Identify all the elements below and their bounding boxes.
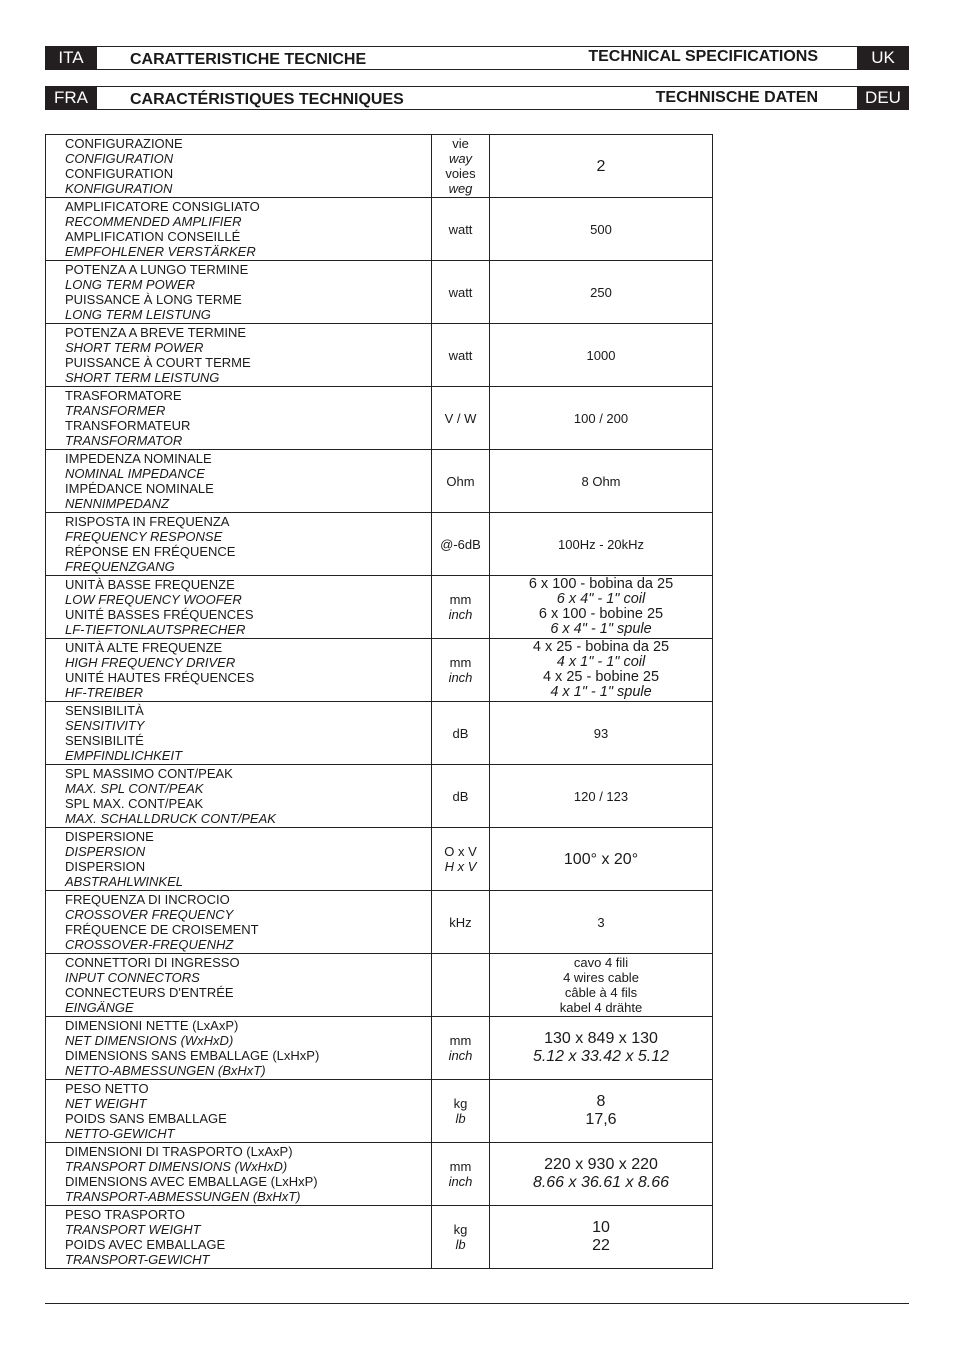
spec-label-it: DIMENSIONI DI TRASPORTO (LxAxP) xyxy=(65,1144,293,1159)
spec-unit: Ohm xyxy=(446,473,475,489)
spec-value-cell xyxy=(490,1080,713,1143)
spec-unit-cell xyxy=(432,513,490,576)
spec-unit-cell xyxy=(432,1143,490,1206)
spec-value: 130 x 849 x 130 xyxy=(544,1030,658,1047)
spec-value: 93 xyxy=(593,725,609,741)
spec-value: 100Hz - 20kHz xyxy=(558,536,644,552)
spec-unit: watt xyxy=(448,284,473,300)
title-german: TECHNISCHE DATEN xyxy=(655,89,818,106)
spec-value: 4 wires cable xyxy=(563,970,639,985)
spec-label-fr: IMPÉDANCE NOMINALE xyxy=(65,481,214,496)
spec-unit-cell xyxy=(432,828,490,891)
spec-label-fr: AMPLIFICATION CONSEILLÉ xyxy=(65,229,241,244)
spec-value: 250 xyxy=(590,284,612,300)
language-tag-ita: ITA xyxy=(45,46,97,70)
spec-unit-cell xyxy=(432,702,490,765)
spec-row xyxy=(46,576,713,639)
spec-label-de: SHORT TERM LEISTUNG xyxy=(65,370,220,385)
spec-value: 5.12 x 33.42 x 5.12 xyxy=(532,1048,670,1065)
spec-unit: @-6dB xyxy=(440,536,481,552)
spec-value-cell xyxy=(490,891,713,954)
spec-value-cell xyxy=(490,765,713,828)
spec-label-en: SHORT TERM POWER xyxy=(65,340,204,355)
spec-unit: O x V xyxy=(444,844,477,859)
spec-label-cell xyxy=(46,450,432,513)
spec-label-fr: SENSIBILITÉ xyxy=(65,733,144,748)
spec-label-cell xyxy=(46,1143,432,1206)
spec-label-cell xyxy=(46,1017,432,1080)
spec-value-cell xyxy=(490,954,713,1017)
spec-unit-cell xyxy=(432,135,490,198)
spec-label-cell xyxy=(46,828,432,891)
spec-label-en: NOMINAL IMPEDANCE xyxy=(65,466,205,481)
spec-unit: mm xyxy=(449,1159,472,1174)
spec-value-cell xyxy=(490,450,713,513)
spec-value-cell xyxy=(490,387,713,450)
spec-unit: weg xyxy=(448,181,473,196)
spec-label-cell xyxy=(46,261,432,324)
spec-value: 8 Ohm xyxy=(581,473,621,489)
spec-label-fr: DISPERSION xyxy=(65,859,146,874)
spec-label-it: TRASFORMATORE xyxy=(65,388,182,403)
footer-rule xyxy=(45,1303,909,1304)
spec-unit-cell xyxy=(432,954,490,1017)
spec-unit-cell xyxy=(432,765,490,828)
spec-value: câble à 4 fils xyxy=(564,985,638,1000)
spec-label-en: HIGH FREQUENCY DRIVER xyxy=(65,655,236,670)
spec-label-de: LONG TERM LEISTUNG xyxy=(65,307,211,322)
spec-label-en: MAX. SPL CONT/PEAK xyxy=(65,781,204,796)
spec-unit-cell xyxy=(432,324,490,387)
spec-unit: H x V xyxy=(444,859,477,874)
spec-unit: watt xyxy=(448,347,473,363)
spec-label-fr: CONNECTEURS D'ENTRÉE xyxy=(65,985,234,1000)
spec-row xyxy=(46,135,713,198)
spec-label-cell xyxy=(46,891,432,954)
spec-unit: lb xyxy=(455,1111,466,1126)
spec-value-cell xyxy=(490,1206,713,1269)
spec-value: 6 x 100 - bobine 25 xyxy=(538,606,664,622)
spec-value: 4 x 1" - 1" spule xyxy=(550,684,652,700)
title-italian: CARATTERISTICHE TECNICHE xyxy=(130,51,367,68)
spec-value-cell xyxy=(490,1017,713,1080)
spec-label-de: MAX. SCHALLDRUCK CONT/PEAK xyxy=(65,811,276,826)
spec-label-de: LF-TIEFTONLAUTSPRECHER xyxy=(65,622,246,637)
spec-label-it: POTENZA A LUNGO TERMINE xyxy=(65,262,249,277)
spec-label-fr: UNITÉ HAUTES FRÉQUENCES xyxy=(65,670,255,685)
spec-unit: dB xyxy=(452,725,469,741)
spec-value: 1000 xyxy=(586,347,616,363)
language-tag-fra: FRA xyxy=(45,86,97,110)
spec-label-fr: SPL MAX. CONT/PEAK xyxy=(65,796,204,811)
spec-value: 6 x 100 - bobina da 25 xyxy=(528,576,674,592)
spec-label-cell xyxy=(46,702,432,765)
spec-row xyxy=(46,828,713,891)
spec-label-cell xyxy=(46,1080,432,1143)
spec-label-cell xyxy=(46,135,432,198)
language-tag-uk: UK xyxy=(857,46,909,70)
spec-label-en: LONG TERM POWER xyxy=(65,277,196,292)
spec-label-de: ABSTRAHLWINKEL xyxy=(65,874,183,889)
spec-unit: inch xyxy=(448,1048,473,1063)
spec-label-fr: CONFIGURATION xyxy=(65,166,174,181)
spec-value-cell xyxy=(490,639,713,702)
spec-label-fr: DIMENSIONS SANS EMBALLAGE (LxHxP) xyxy=(65,1048,320,1063)
spec-label-cell xyxy=(46,198,432,261)
spec-label-en: FREQUENCY RESPONSE xyxy=(65,529,223,544)
spec-label-de: EINGÄNGE xyxy=(65,1000,134,1015)
spec-value: 3 xyxy=(597,914,605,930)
spec-label-en: TRANSPORT WEIGHT xyxy=(65,1222,201,1237)
spec-value: 100 / 200 xyxy=(573,410,629,426)
spec-row xyxy=(46,1017,713,1080)
spec-unit-cell xyxy=(432,261,490,324)
spec-label-it: PESO TRASPORTO xyxy=(65,1207,185,1222)
spec-label-it: IMPEDENZA NOMINALE xyxy=(65,451,212,466)
title-english: TECHNICAL SPECIFICATIONS xyxy=(588,48,818,65)
spec-label-fr: FRÉQUENCE DE CROISEMENT xyxy=(65,922,259,937)
spec-row xyxy=(46,324,713,387)
spec-label-de: TRANSPORT-ABMESSUNGEN (BxHxT) xyxy=(65,1189,301,1204)
spec-value: 100° x 20° xyxy=(563,850,639,868)
spec-value: 22 xyxy=(592,1237,610,1254)
spec-label-it: SENSIBILITÀ xyxy=(65,703,144,718)
spec-row xyxy=(46,450,713,513)
spec-row xyxy=(46,198,713,261)
spec-label-fr: POIDS SANS EMBALLAGE xyxy=(65,1111,227,1126)
spec-unit: vie xyxy=(452,136,469,151)
spec-value: kabel 4 drähte xyxy=(559,1000,643,1015)
spec-label-it: POTENZA A BREVE TERMINE xyxy=(65,325,247,340)
spec-unit-cell xyxy=(432,639,490,702)
spec-row xyxy=(46,387,713,450)
spec-unit: inch xyxy=(448,607,473,622)
spec-label-cell xyxy=(46,576,432,639)
spec-label-en: TRANSPORT DIMENSIONS (WxHxD) xyxy=(65,1159,288,1174)
spec-unit: lb xyxy=(455,1237,466,1252)
spec-label-de: EMPFINDLICHKEIT xyxy=(65,748,183,763)
spec-label-de: HF-TREIBER xyxy=(65,685,143,700)
spec-unit-cell xyxy=(432,1017,490,1080)
spec-value: 4 x 25 - bobina da 25 xyxy=(532,639,670,655)
spec-value: 8 xyxy=(596,1093,606,1110)
spec-label-en: SENSITIVITY xyxy=(65,718,145,733)
spec-value: 6 x 4" - 1" coil xyxy=(556,591,646,607)
spec-row xyxy=(46,639,713,702)
title-french: CARACTÉRISTIQUES TECHNIQUES xyxy=(130,91,404,108)
spec-label-cell xyxy=(46,1206,432,1269)
spec-label-de: FREQUENZGANG xyxy=(65,559,175,574)
spec-unit-cell xyxy=(432,891,490,954)
header-bar-fra-deu xyxy=(45,86,909,110)
spec-value: 4 x 25 - bobine 25 xyxy=(542,669,660,685)
spec-unit: kg xyxy=(453,1222,468,1237)
spec-value-cell xyxy=(490,513,713,576)
spec-label-it: CONNETTORI DI INGRESSO xyxy=(65,955,240,970)
spec-value-cell xyxy=(490,702,713,765)
spec-label-fr: POIDS AVEC EMBALLAGE xyxy=(65,1237,226,1252)
spec-unit: watt xyxy=(448,221,473,237)
spec-label-en: DISPERSION xyxy=(65,844,146,859)
spec-label-en: LOW FREQUENCY WOOFER xyxy=(65,592,242,607)
language-tag-deu: DEU xyxy=(857,86,909,110)
spec-unit-cell xyxy=(432,576,490,639)
spec-unit-cell xyxy=(432,198,490,261)
spec-label-de: NENNIMPEDANZ xyxy=(65,496,170,511)
spec-unit-cell xyxy=(432,1080,490,1143)
spec-label-de: CROSSOVER-FREQUENHZ xyxy=(65,937,234,952)
spec-label-it: AMPLIFICATORE CONSIGLIATO xyxy=(65,199,260,214)
spec-value: 17,6 xyxy=(585,1111,617,1128)
spec-label-it: PESO NETTO xyxy=(65,1081,149,1096)
spec-unit-cell xyxy=(432,387,490,450)
header-bar-ita-uk xyxy=(45,46,909,70)
spec-unit: kHz xyxy=(449,914,472,930)
spec-label-it: SPL MASSIMO CONT/PEAK xyxy=(65,766,233,781)
spec-value-cell xyxy=(490,828,713,891)
spec-label-it: CONFIGURAZIONE xyxy=(65,136,183,151)
spec-value-cell xyxy=(490,576,713,639)
spec-label-fr: RÉPONSE EN FRÉQUENCE xyxy=(65,544,236,559)
spec-value: 4 x 1" - 1" coil xyxy=(556,654,646,670)
specifications-table xyxy=(45,134,713,1269)
spec-unit: inch xyxy=(448,1174,473,1189)
spec-value-cell xyxy=(490,198,713,261)
spec-row xyxy=(46,891,713,954)
spec-value: 120 / 123 xyxy=(573,788,629,804)
spec-label-fr: UNITÉ BASSES FRÉQUENCES xyxy=(65,607,254,622)
spec-row xyxy=(46,765,713,828)
spec-value: 500 xyxy=(590,221,612,237)
spec-label-en: INPUT CONNECTORS xyxy=(65,970,200,985)
spec-unit-cell xyxy=(432,1206,490,1269)
spec-label-cell xyxy=(46,513,432,576)
spec-unit: way xyxy=(448,151,473,166)
spec-value: 220 x 930 x 220 xyxy=(544,1156,658,1173)
spec-value: 2 xyxy=(596,157,606,175)
spec-row xyxy=(46,954,713,1017)
spec-unit: voies xyxy=(445,166,476,181)
spec-value: cavo 4 fili xyxy=(573,955,629,970)
spec-unit: V / W xyxy=(444,410,477,426)
spec-label-de: TRANSFORMATOR xyxy=(65,433,183,448)
spec-label-cell xyxy=(46,324,432,387)
spec-label-fr: DIMENSIONS AVEC EMBALLAGE (LxHxP) xyxy=(65,1174,318,1189)
spec-label-fr: PUISSANCE À LONG TERME xyxy=(65,292,242,307)
spec-unit: dB xyxy=(452,788,469,804)
spec-unit: mm xyxy=(449,655,472,670)
spec-row xyxy=(46,513,713,576)
spec-label-de: NETTO-ABMESSUNGEN (BxHxT) xyxy=(65,1063,266,1078)
spec-label-en: CROSSOVER FREQUENCY xyxy=(65,907,234,922)
spec-label-de: TRANSPORT-GEWICHT xyxy=(65,1252,210,1267)
spec-label-en: CONFIGURATION xyxy=(65,151,174,166)
spec-label-cell xyxy=(46,639,432,702)
spec-unit: mm xyxy=(449,592,472,607)
spec-unit: kg xyxy=(453,1096,468,1111)
spec-unit: mm xyxy=(449,1033,472,1048)
spec-label-en: RECOMMENDED AMPLIFIER xyxy=(65,214,242,229)
spec-value: 8.66 x 36.61 x 8.66 xyxy=(532,1174,670,1191)
spec-value-cell xyxy=(490,324,713,387)
spec-label-it: RISPOSTA IN FREQUENZA xyxy=(65,514,230,529)
spec-label-fr: PUISSANCE À COURT TERME xyxy=(65,355,251,370)
spec-label-de: KONFIGURATION xyxy=(65,181,173,196)
spec-label-it: UNITÀ BASSE FREQUENZE xyxy=(65,577,235,592)
spec-row xyxy=(46,1080,713,1143)
spec-label-en: NET WEIGHT xyxy=(65,1096,147,1111)
spec-label-fr: TRANSFORMATEUR xyxy=(65,418,191,433)
spec-value: 10 xyxy=(592,1219,610,1236)
spec-label-it: UNITÀ ALTE FREQUENZE xyxy=(65,640,223,655)
spec-value: 6 x 4" - 1" spule xyxy=(550,621,652,637)
spec-unit-cell xyxy=(432,450,490,513)
spec-row xyxy=(46,1143,713,1206)
spec-value-cell xyxy=(490,261,713,324)
spec-row xyxy=(46,702,713,765)
spec-value-cell xyxy=(490,135,713,198)
spec-label-cell xyxy=(46,954,432,1017)
spec-label-en: TRANSFORMER xyxy=(65,403,166,418)
spec-label-it: DISPERSIONE xyxy=(65,829,154,844)
spec-label-it: FREQUENZA DI INCROCIO xyxy=(65,892,230,907)
spec-unit: inch xyxy=(448,670,473,685)
spec-label-cell xyxy=(46,387,432,450)
spec-label-de: EMPFOHLENER VERSTÄRKER xyxy=(65,244,256,259)
spec-label-de: NETTO-GEWICHT xyxy=(65,1126,175,1141)
spec-value-cell xyxy=(490,1143,713,1206)
spec-row xyxy=(46,261,713,324)
spec-label-en: NET DIMENSIONS (WxHxD) xyxy=(65,1033,234,1048)
spec-label-cell xyxy=(46,765,432,828)
spec-row xyxy=(46,1206,713,1269)
spec-label-it: DIMENSIONI NETTE (LxAxP) xyxy=(65,1018,239,1033)
